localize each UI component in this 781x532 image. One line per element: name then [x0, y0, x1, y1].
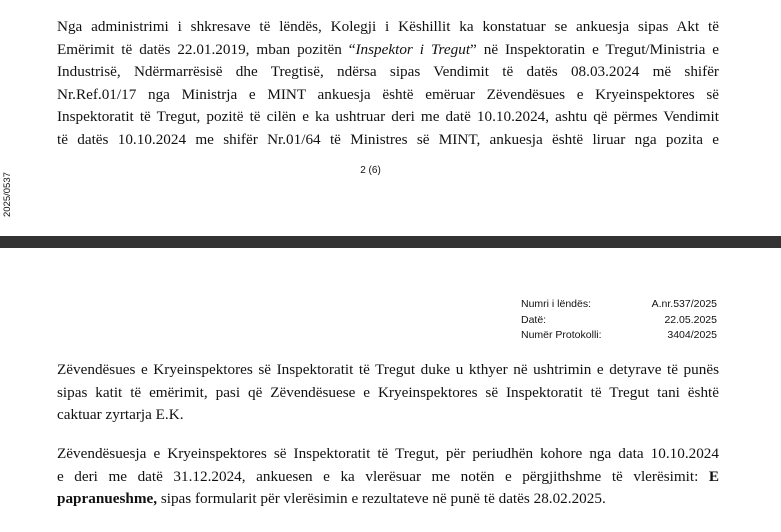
evaluation-grade-cont: papranueshme,	[57, 490, 158, 507]
text-line: Nr.Ref.01/17 nga Ministrja e MINT ankuesja është emëruar Zëvendësues e Kryeinspektores së	[57, 85, 719, 103]
bottom-paragraph-2	[57, 443, 719, 511]
text-line: Inspektoratit të Tregut, pozitë të cilën e ka ushtruar deri me datë 10.10.2024, ashtu që përmes Vendimit	[57, 108, 719, 125]
text-line: papranueshme, sipas formularit për vlerësimin e rezultateve në punë të datës 28.02.2025.	[57, 490, 606, 507]
text-line: Nga administrimi i shkresave të lëndës, Kolegji i Këshillit ka konstatuar se ankuesja sipas Akt të	[57, 18, 719, 35]
meta-value: A.nr.537/2025	[651, 298, 717, 310]
meta-label: Numri i lëndës:	[521, 298, 592, 310]
page-separator	[0, 236, 781, 248]
case-metadata	[521, 297, 717, 344]
meta-value: 3404/2025	[667, 329, 717, 341]
text-line: Zëvendësues e Kryeinspektores së Inspektoratit të Tregut duke u kthyer në ushtrimin e detyrave të punës	[57, 361, 719, 378]
text-line: të datës 10.10.2024 me shifër Nr.01/64 të Ministres së MINT, ankuesja është liruar nga pozita e	[57, 130, 719, 148]
text-line: e deri me datë 31.12.2024, ankuesen e ka vlerësuar me notën e përgjithshme të vlerësimit: E	[57, 467, 719, 485]
meta-value: 22.05.2025	[664, 313, 717, 326]
side-reference-stamp: 2025/0537	[2, 172, 13, 218]
meta-label: Datë:	[521, 313, 547, 326]
date-row	[521, 313, 717, 329]
protocol-number-row	[521, 328, 717, 344]
top-paragraph	[57, 16, 719, 151]
case-number-row	[521, 297, 717, 313]
text-line: sipas katit të emërimit, pasi që Zëvendësuese e Kryeinspektores së Inspektoratit të Tregut tani është	[57, 383, 719, 401]
page-number: 2 (6)	[360, 165, 381, 176]
text-line: Zëvendësuesja e Kryeinspektores së Inspektoratit të Tregut, për periudhën kohore nga data 10.10.2024	[57, 445, 719, 462]
meta-label: Numër Protokolli:	[521, 329, 602, 341]
text-line: Industrisë, Ndërmarrësisë dhe Tregtisë, ndërsa sipas Vendimit të datës 08.03.2024 më shifër	[57, 63, 719, 80]
position-title: Inspektor i Tregut	[355, 40, 471, 58]
text-line: Emërimit të datës 22.01.2019, mban pozitën “Inspektor i Tregut” në Inspektoratin e Tregut/Ministria e	[57, 40, 719, 58]
bottom-paragraph-1	[57, 359, 719, 427]
text-line: caktuar zyrtarja E.K.	[57, 406, 184, 423]
evaluation-grade: E	[708, 467, 719, 485]
